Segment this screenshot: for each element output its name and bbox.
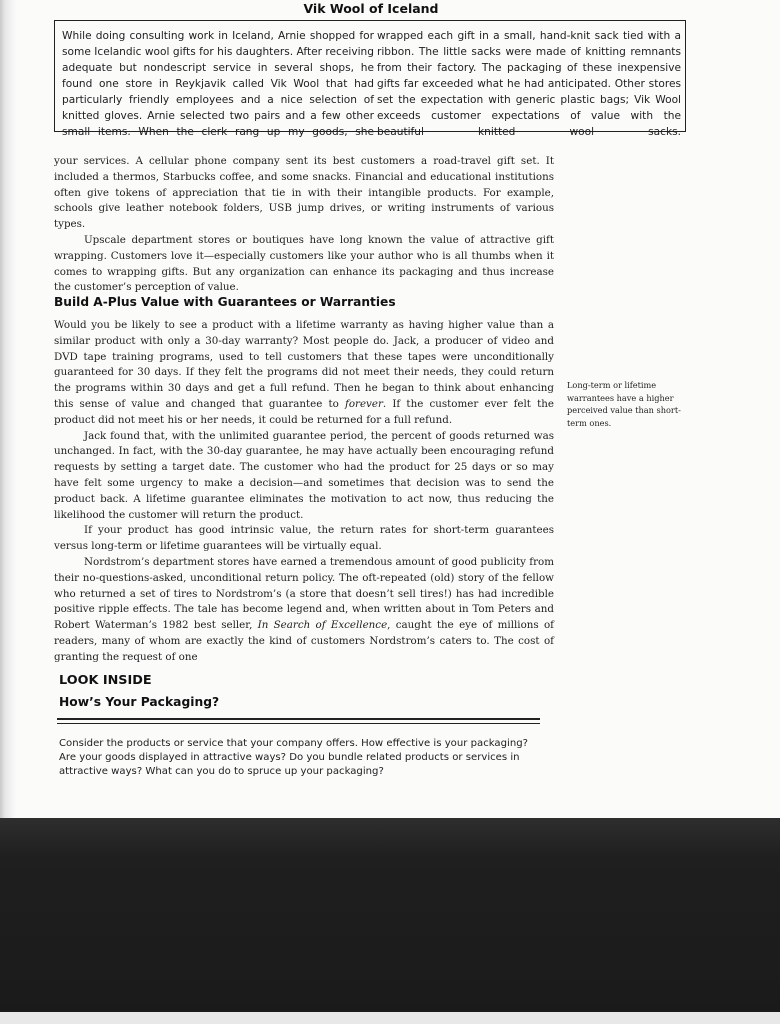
- book-title: In Search of Excellence: [257, 619, 388, 632]
- divider-rule-top: [57, 718, 540, 720]
- scan-background: [0, 818, 780, 1024]
- look-inside-subtitle: How’s Your Packaging?: [59, 695, 220, 709]
- case-column-right: wrapped each gift in a small, hand-knit sack tied with a ribbon. The little sacks were made of knitting remnants from their factory. The packaging of these inexpensive gifts far exceeded what he had anticipated. Other stores set the expectation with generic plastic bags; Vik Wool exceeds customer expectations of value with the beautiful knitted wool sacks.: [377, 30, 681, 138]
- section-paragraph-2: Jack found that, with the unlimited guarantee period, the percent of goods returned was unchanged. In fact, with the 30-day guarantee, he may have actually been encouraging refund requests by setting a target date. The customer who had the product for 25 days or so may have felt some urgency to make a decision—and sometimes that decision was to send the product back. A lifetime guarantee eliminates the motivation to act now, thus reducing the likelihood the customer will return the product.: [54, 429, 554, 521]
- divider-rule-bottom: [57, 723, 540, 724]
- scan-edge: [0, 1012, 780, 1024]
- look-inside-text: Consider the products or service that your company offers. How effective is your packaging? Are your goods displayed in attractive ways? Do you bundle related products or services in attractive ways? What can you do to spruce up your packaging?: [59, 738, 528, 778]
- case-column-left: While doing consulting work in Iceland, Arnie shopped for some Icelandic wool gifts for his daughters. After receiving adequate but nondescript service in several shops, he found one store in Reykjavik called Vik Wool that had particularly friendly employees and a nice selection of knitted gloves. Arnie selected two pairs and a few other small items. When the clerk rang up my goods, she: [62, 30, 374, 138]
- section-paragraph-1: Would you be likely to see a product with a lifetime warranty as having higher value than a similar product with only a 30-day warranty? Most people do. Jack, a producer of video and DVD tape training programs, used to tell customers that these tapes were unconditionally guaranteed for 30 days. If they felt the programs did not meet their needs, they could return the programs within 30 days and get a full refund. Then he began to think about enhancing this sense of value and changed that guarantee to forever. If the customer ever felt the product did not meet his or her needs, it could be returned for a full refund.: [54, 319, 554, 426]
- case-title: Vik Wool of Iceland: [303, 1, 439, 16]
- intro-paragraph-1: your services. A cellular phone company sent its best customers a road-travel gift set. It included a thermos, Starbucks coffee, and some snacks. Financial and educational institutions often give tokens of appreciation that tie in with their intangible products. For example, schools give leather notebook folders, USB jump drives, or writing instruments of various types.: [54, 155, 554, 231]
- intro-paragraph-2: Upscale department stores or boutiques have long known the value of attractive gift wrapping. Customers love it—especially customers like your author who is all thumbs when it comes to wrapping gifts. But any organization can enhance its packaging and thus increase the customer’s perception of value.: [54, 233, 554, 294]
- emphasis-forever: forever: [345, 397, 383, 410]
- section-heading: Build A-Plus Value with Guarantees or Warranties: [54, 295, 396, 309]
- margin-note: Long-term or lifetime warrantees have a higher perceived value than short-term ones.: [567, 380, 681, 428]
- case-sidebar-box: [54, 20, 686, 138]
- intro-text: [54, 154, 554, 296]
- section-paragraph-3: If your product has good intrinsic value, the return rates for short-term guarantees versus long-term or lifetime guarantees will be virtually equal.: [54, 524, 554, 553]
- look-inside-title: LOOK INSIDE: [59, 673, 152, 688]
- section-text: [54, 318, 554, 666]
- section-paragraph-4: Nordstrom’s department stores have earned a tremendous amount of good publicity from their no-questions-asked, unconditional return policy. The oft-repeated (old) story of the fellow who returned a set of tires to Nordstrom’s (a store that doesn’t sell tires!) has had incredible positive ripple effects. The tale has become legend and, when written about in Tom Peters and Robert Waterman’s 1982 best seller, In Search of Excellence, caught the eye of millions of readers, many of whom are exactly the kind of customers Nordstrom’s caters to. The cost of granting the request of one: [54, 555, 554, 663]
